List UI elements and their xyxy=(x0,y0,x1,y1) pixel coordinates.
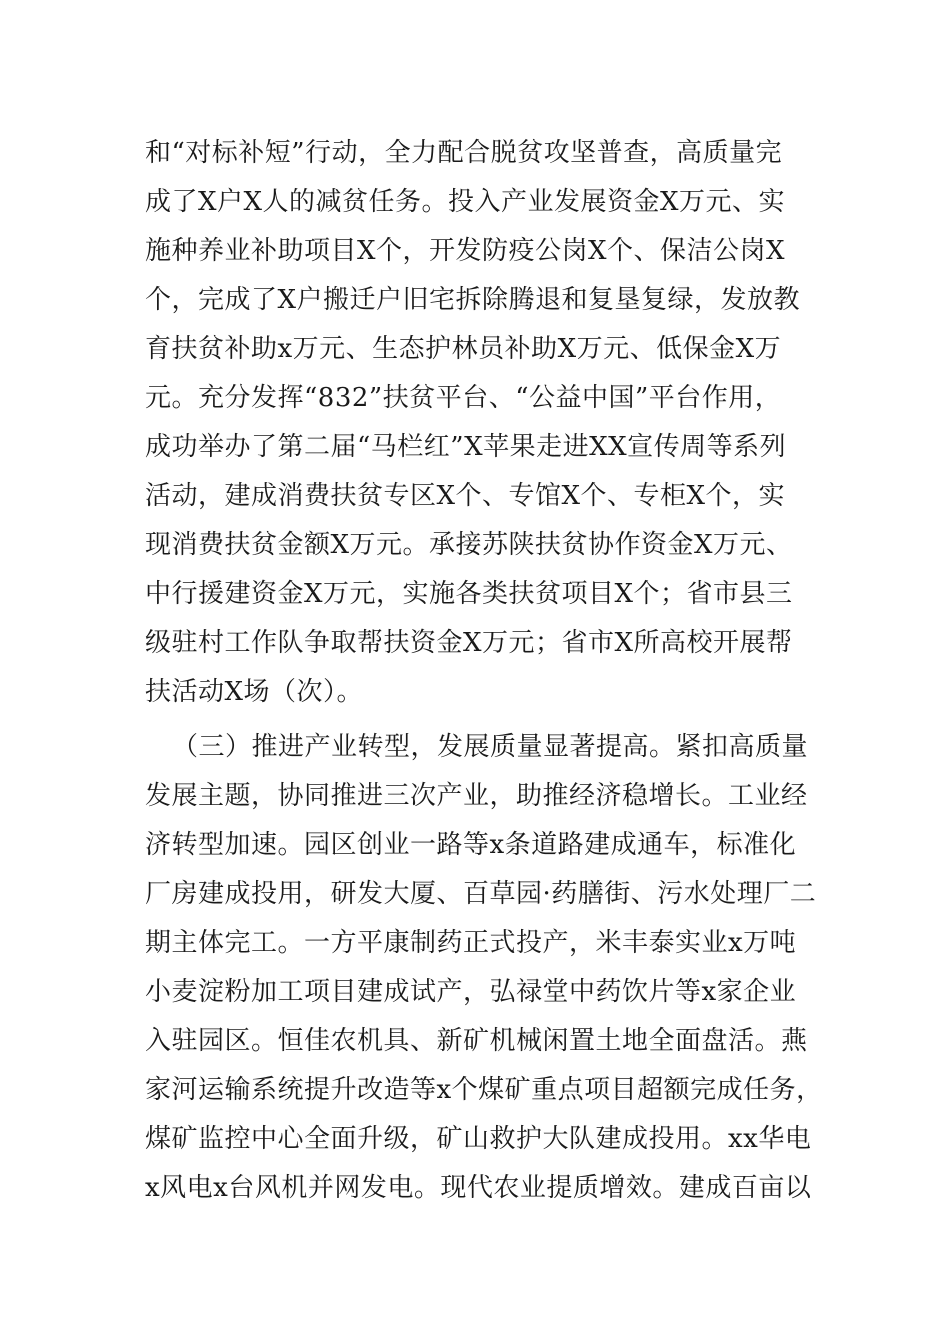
text-line: 发展主题，协同推进三次产业，助推经济稳增长。工业经 xyxy=(145,781,808,811)
text-line: 育扶贫补助x万元、生态护林员补助X万元、低保金X万 xyxy=(145,334,782,364)
text-line: 煤矿监控中心全面升级，矿山救护大队建成投用。xx华电 xyxy=(145,1124,812,1154)
text-line: 家河运输系统提升改造等x个煤矿重点项目超额完成任务， xyxy=(145,1075,823,1105)
text-line: 级驻村工作队争取帮扶资金X万元；省市X所高校开展帮 xyxy=(145,628,793,658)
text-line: 成功举办了第二届“马栏红”X苹果走进XX宣传周等系列 xyxy=(145,432,787,462)
text-line: 元。充分发挥“832”扶贫平台、“公益中国”平台作用， xyxy=(145,383,782,413)
text-line: 活动，建成消费扶贫专区X个、专馆X个、专柜X个，实 xyxy=(145,481,786,511)
text-line: 成了X户X人的减贫任务。投入产业发展资金X万元、实 xyxy=(145,187,786,217)
text-line: 厂房建成投用，研发大厦、百草园·药膳街、污水处理厂二 xyxy=(145,879,817,909)
text-line: x风电x台风机并网发电。现代农业提质增效。建成百亩以 xyxy=(145,1173,812,1203)
text-line: 小麦淀粉加工项目建成试产，弘禄堂中药饮片等x家企业 xyxy=(145,977,797,1007)
text-line: 期主体完工。一方平康制药正式投产，米丰泰实业x万吨 xyxy=(145,928,797,958)
text-line: 扶活动X场（次）。 xyxy=(145,677,364,707)
text-line: 个，完成了X户搬迁户旧宅拆除腾退和复垦复绿，发放教 xyxy=(145,285,801,315)
text-line: 现消费扶贫金额X万元。承接苏陕扶贫协作资金X万元、 xyxy=(145,530,793,560)
section-heading-line: （三）推进产业转型，发展质量显著提高。紧扣高质量 xyxy=(172,732,809,762)
text-line: 施种养业补助项目X个，开发防疫公岗X个、保洁公岗X xyxy=(145,236,786,266)
text-line: 济转型加速。园区创业一路等x条道路建成通车，标准化 xyxy=(145,830,797,860)
text-line: 入驻园区。恒佳农机具、新矿机械闲置土地全面盘活。燕 xyxy=(145,1026,808,1056)
text-line: 中行援建资金X万元，实施各类扶贫项目X个；省市县三 xyxy=(145,579,793,609)
text-line: 和“对标补短”行动，全力配合脱贫攻坚普查，高质量完 xyxy=(145,138,783,168)
